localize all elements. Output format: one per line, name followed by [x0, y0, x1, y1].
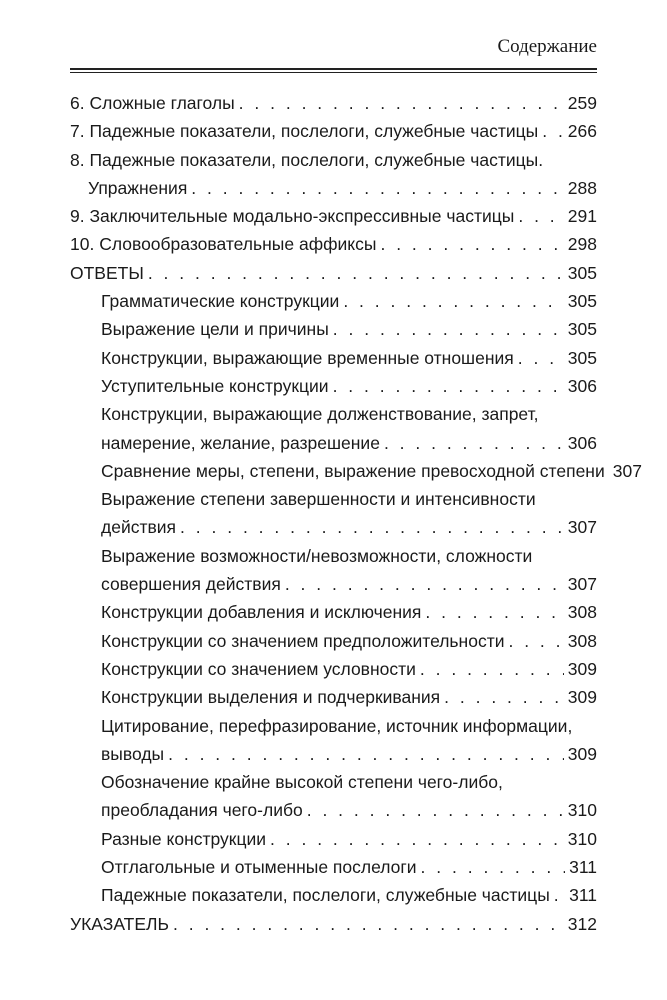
- toc-entry-title: Конструкции выделения и подчеркивания: [101, 687, 441, 708]
- toc-entry-line: [70, 259, 597, 287]
- toc-entry[interactable]: [70, 853, 597, 881]
- toc-page-number: 311: [569, 885, 597, 906]
- toc-dot-leader: [421, 853, 566, 881]
- toc-page-number: 266: [567, 121, 597, 142]
- toc-page-number: 309: [567, 687, 597, 708]
- toc-entry-title: Грамматические конструкции: [101, 291, 340, 312]
- toc-entry[interactable]: [70, 89, 597, 117]
- toc-entry[interactable]: [70, 202, 597, 230]
- toc-entry-line: [70, 174, 597, 202]
- toc-entry[interactable]: [70, 881, 597, 909]
- toc-entry-line: [70, 146, 597, 174]
- toc-entry-title: Обозначение крайне высокой степени чего-либо,: [101, 772, 503, 793]
- toc-dot-leader: [380, 230, 563, 258]
- toc-entry-title: действия: [101, 517, 177, 538]
- toc-page-number: 306: [567, 375, 597, 396]
- toc-page-number: 291: [567, 206, 597, 227]
- toc-entry-line: [101, 485, 597, 513]
- toc-dot-leader: [191, 174, 564, 202]
- toc-page-number: 305: [567, 347, 597, 368]
- toc-entry-title: совершения действия: [101, 574, 281, 595]
- toc-entry-title: Упражнения: [88, 177, 188, 198]
- toc-entry-line: [101, 457, 642, 485]
- toc-page-number: 311: [569, 857, 597, 878]
- toc-entry[interactable]: [70, 259, 597, 287]
- toc-entry-title: Выражение степени завершенности и интенсивности: [101, 489, 536, 510]
- toc-entry-title: Конструкции со значением предположительности: [101, 630, 505, 651]
- toc-entry[interactable]: [70, 542, 597, 599]
- toc-entry-title: Сравнение меры, степени, выражение превосходной степени: [101, 460, 605, 481]
- toc-entry[interactable]: [70, 315, 597, 343]
- toc-page-number: 309: [567, 658, 597, 679]
- toc-entry-title: Конструкции добавления и исключения: [101, 602, 422, 623]
- toc-entry-line: [101, 287, 597, 315]
- toc-entry-title: выводы: [101, 743, 165, 764]
- toc-entry-title: преобладания чего-либо: [101, 800, 303, 821]
- toc-entry-line: [101, 344, 597, 372]
- toc-dot-leader: [168, 740, 564, 768]
- toc-entry-line: [101, 542, 597, 570]
- toc-entry-title: Отглагольные и отыменные послелоги: [101, 857, 417, 878]
- toc-dot-leader: [307, 796, 564, 824]
- toc-page-number: 305: [567, 291, 597, 312]
- toc-entry-title: 8. Падежные показатели, послелоги, служебные частицы.: [70, 149, 544, 170]
- toc-entry-line: [70, 910, 597, 938]
- toc-page-number: 308: [567, 630, 597, 651]
- toc-entry-line: [101, 429, 597, 457]
- toc-dot-leader: [518, 202, 563, 230]
- toc-dot-leader: [508, 627, 563, 655]
- toc-entry-line: [101, 570, 597, 598]
- toc-entry[interactable]: [70, 485, 597, 542]
- toc-page-number: 312: [567, 913, 597, 934]
- toc-entry[interactable]: [70, 457, 642, 485]
- toc-dot-leader: [173, 910, 564, 938]
- toc-dot-leader: [239, 89, 564, 117]
- toc-entry-title: Падежные показатели, послелоги, служебные частицы: [101, 885, 550, 906]
- toc-entry[interactable]: [70, 344, 597, 372]
- toc-entry-line: [101, 768, 597, 796]
- toc-page-number: 307: [567, 574, 597, 595]
- toc-entry[interactable]: [70, 910, 597, 938]
- toc-dot-leader: [425, 598, 563, 626]
- toc-entry[interactable]: [70, 372, 597, 400]
- toc-entry-title: УКАЗАТЕЛЬ: [70, 913, 169, 934]
- toc-page-number: 310: [567, 828, 597, 849]
- toc-page-number: 308: [567, 602, 597, 623]
- toc-dot-leader: [384, 429, 564, 457]
- toc-entry[interactable]: [70, 598, 597, 626]
- toc-entry-title: Цитирование, перефразирование, источник информации,: [101, 715, 573, 736]
- toc-dot-leader: [333, 315, 564, 343]
- toc-entry-title: 10. Словообразовательные аффиксы: [70, 234, 377, 255]
- toc-page-number: 307: [567, 517, 597, 538]
- toc-dot-leader: [554, 881, 565, 909]
- toc-entry-line: [101, 400, 597, 428]
- toc-entry-title: намерение, желание, разрешение: [101, 432, 380, 453]
- toc-entry-line: [101, 372, 597, 400]
- toc-dot-leader: [420, 655, 564, 683]
- toc-entry-line: [101, 655, 597, 683]
- toc-page-number: 310: [567, 800, 597, 821]
- toc-dot-leader: [542, 117, 564, 145]
- toc-entry[interactable]: [70, 712, 597, 769]
- toc-entry-title: Выражение цели и причины: [101, 319, 329, 340]
- toc-entry-line: [101, 740, 597, 768]
- toc-entry-line: [70, 89, 597, 117]
- toc-page-number: 306: [567, 432, 597, 453]
- toc-entry-title: Разные конструкции: [101, 828, 267, 849]
- header-rule-thick: [70, 68, 597, 70]
- toc-entry-line: [101, 825, 597, 853]
- toc-entry-title: 7. Падежные показатели, послелоги, служебные частицы: [70, 121, 539, 142]
- toc-dot-leader: [444, 683, 564, 711]
- toc-entry[interactable]: [70, 287, 597, 315]
- toc-entry-title: Уступительные конструкции: [101, 375, 329, 396]
- toc-entry-line: [70, 230, 597, 258]
- toc-entry-line: [101, 598, 597, 626]
- toc-entry-line: [101, 712, 597, 740]
- toc-page-number: 288: [567, 177, 597, 198]
- toc-entry[interactable]: [70, 400, 597, 457]
- toc-entry-title: Конструкции со значением условности: [101, 658, 416, 679]
- toc-entry[interactable]: [70, 117, 597, 145]
- toc-dot-leader: [270, 825, 564, 853]
- toc-entry-line: [101, 683, 597, 711]
- toc-entry-line: [101, 853, 597, 881]
- header-rule-thin: [70, 72, 597, 73]
- toc-entry[interactable]: [70, 768, 597, 825]
- toc-entry-line: [101, 881, 597, 909]
- toc-entry[interactable]: [70, 627, 597, 655]
- toc-entry[interactable]: [70, 655, 597, 683]
- toc-dot-leader: [518, 344, 564, 372]
- toc-page-number: 307: [612, 460, 642, 481]
- toc-entry[interactable]: [70, 230, 597, 258]
- toc-dot-leader: [285, 570, 564, 598]
- toc-entry[interactable]: [70, 683, 597, 711]
- toc-dot-leader: [148, 259, 564, 287]
- toc-entry-line: [101, 627, 597, 655]
- running-head-title: Содержание: [497, 36, 597, 57]
- table-of-contents: [70, 89, 642, 938]
- toc-entry-title: Выражение возможности/невозможности, сложности: [101, 545, 533, 566]
- toc-entry-title: 6. Сложные глаголы: [70, 93, 235, 113]
- toc-page-number: 298: [567, 234, 597, 255]
- toc-dot-leader: [333, 372, 564, 400]
- toc-entry-line: [101, 796, 597, 824]
- toc-page-number: 305: [567, 319, 597, 340]
- toc-page-number: 259: [567, 93, 597, 113]
- toc-dot-leader: [180, 513, 564, 541]
- toc-entry-title: ОТВЕТЫ: [70, 262, 144, 283]
- toc-page-number: 309: [567, 743, 597, 764]
- toc-entry-line: [101, 513, 597, 541]
- toc-entry-line: [70, 202, 597, 230]
- toc-entry-title: Конструкции, выражающие долженствование, запрет,: [101, 404, 539, 425]
- toc-entry-title: 9. Заключительные модально-экспрессивные частицы: [70, 206, 515, 227]
- toc-entry-title: Конструкции, выражающие временные отношения: [101, 347, 514, 368]
- toc-entry[interactable]: [70, 146, 597, 203]
- toc-entry[interactable]: [70, 825, 597, 853]
- toc-entry-line: [101, 315, 597, 343]
- toc-dot-leader: [343, 287, 563, 315]
- toc-entry-line: [70, 117, 597, 145]
- toc-page-number: 305: [567, 262, 597, 283]
